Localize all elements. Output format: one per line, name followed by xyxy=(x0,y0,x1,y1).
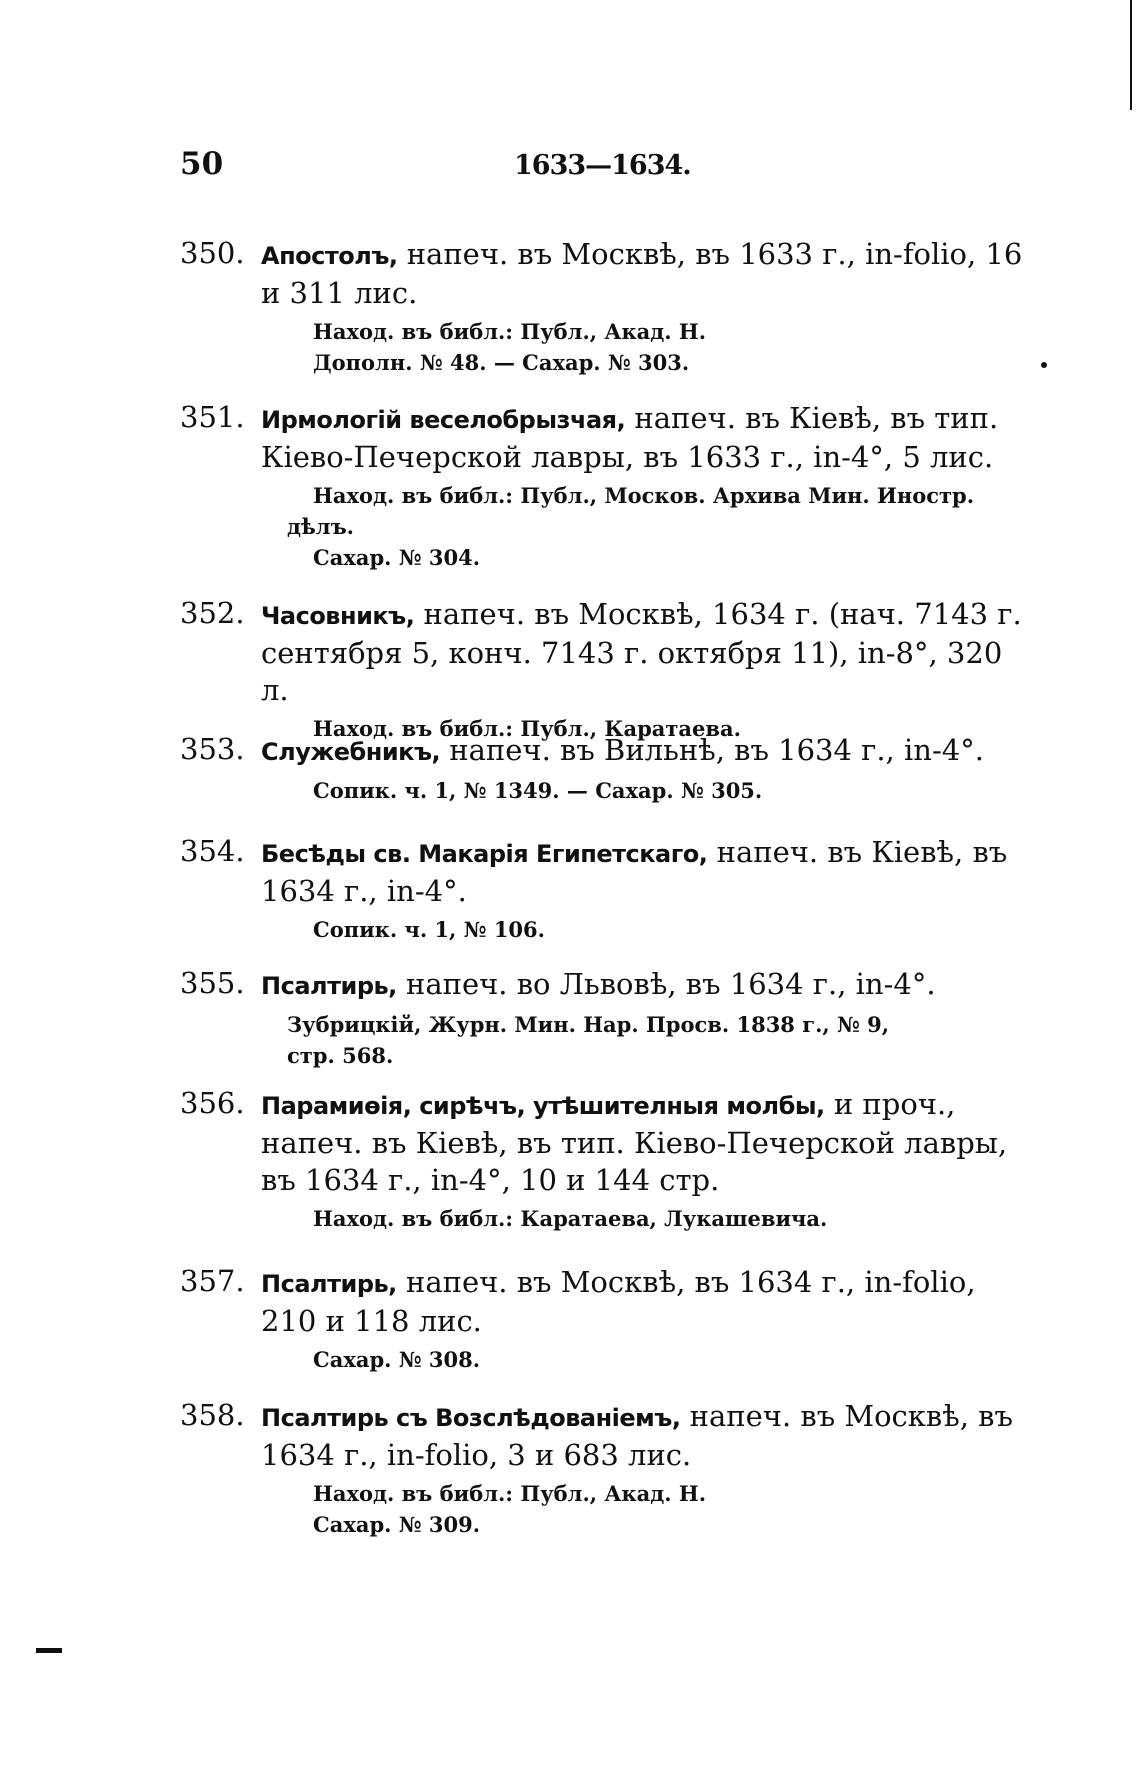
page-number: 50 xyxy=(180,146,224,182)
note-line: дѣлъ. xyxy=(287,514,354,539)
entry-text xyxy=(261,834,1026,945)
ink-speck xyxy=(1041,362,1047,368)
entry-notes xyxy=(261,1478,1026,1540)
note-line: Сахар. № 304. xyxy=(313,545,481,570)
entry-notes xyxy=(261,1203,1026,1234)
entry-number: 350. xyxy=(180,236,245,270)
note-line: Наход. въ библ.: Публ., Москов. Архива Мин. Иностр. xyxy=(313,483,975,508)
running-head xyxy=(180,146,1020,186)
entry-notes xyxy=(261,1009,1026,1071)
entry-notes xyxy=(261,480,1026,573)
entry-notes xyxy=(261,316,1026,378)
entry-title: Псалтирь, xyxy=(261,972,397,1000)
note-line: Наход. въ библ.: Публ., Акад. Н. xyxy=(313,1481,707,1506)
entry-text xyxy=(261,1264,1026,1375)
entry-text xyxy=(261,966,1026,1071)
entry-description: напеч. въ Москвѣ, въ 1634 г., in-folio, 3 и 683 лис. xyxy=(261,1399,1013,1472)
entry-number: 354. xyxy=(180,834,245,868)
entry-description: напеч. въ Москвѣ, въ 1634 г., in-folio, 210 и 118 лис. xyxy=(261,1265,976,1338)
entry-description: напеч. во Львовѣ, въ 1634 г., in-4°. xyxy=(396,967,936,1001)
entry-description: напеч. въ Кіевѣ, въ тип. Кіево-Печерской лавры, въ 1633 г., in-4°, 5 лис. xyxy=(261,401,999,474)
ink-smudge xyxy=(36,1648,62,1653)
entry-title: Бесѣды св. Макарія Египетскаго, xyxy=(261,840,708,868)
entry-notes xyxy=(261,914,1026,945)
note-line: Сопик. ч. 1, № 1349. — Сахар. № 305. xyxy=(313,778,763,803)
entry-number: 351. xyxy=(180,400,245,434)
entry-text xyxy=(261,236,1026,378)
entry-text xyxy=(261,732,1026,806)
note-line: Зубрицкій, Журн. Мин. Нар. Просв. 1838 г., № 9, xyxy=(287,1012,890,1037)
note-line: Дополн. № 48. — Сахар. № 303. xyxy=(313,350,690,375)
entry-number: 356. xyxy=(180,1086,245,1120)
entry-description: напеч. въ Москвѣ, въ 1633 г., in-folio, 16 и 311 лис. xyxy=(261,237,1023,310)
entry-text xyxy=(261,1398,1026,1540)
entry-description: напеч. въ Кіевѣ, въ 1634 г., in-4°. xyxy=(261,835,1008,908)
entry-number: 358. xyxy=(180,1398,245,1432)
entry-description: и проч., напеч. въ Кіевѣ, въ тип. Кіево-Печерской лавры, въ 1634 г., in-4°, 10 и 144 стр. xyxy=(261,1087,1008,1197)
entry-number: 355. xyxy=(180,966,245,1000)
note-line: Наход. въ библ.: Публ., Каратаева. xyxy=(313,716,741,741)
entry-text xyxy=(261,1086,1026,1234)
entry-notes xyxy=(261,775,1026,806)
entry-title: Ирмологій веселобрызчая, xyxy=(261,406,626,434)
note-line: Сахар. № 309. xyxy=(313,1512,481,1537)
entry-title: Псалтирь, xyxy=(261,1270,397,1298)
entry-number: 357. xyxy=(180,1264,245,1298)
entry-text xyxy=(261,400,1026,573)
entry-number: 353. xyxy=(180,732,245,766)
entry-title: Часовникъ, xyxy=(261,602,415,630)
entry-text xyxy=(261,596,1026,744)
note-line: Сахар. № 308. xyxy=(313,1347,481,1372)
entry-title: Парамиѳія, сирѣчъ, утѣшителныя молбы, xyxy=(261,1092,825,1120)
entry-title: Псалтирь съ Возслѣдованіемъ, xyxy=(261,1404,681,1432)
entry-number: 352. xyxy=(180,596,245,630)
header-years: 1633—1634. xyxy=(514,150,691,181)
note-line: Наход. въ библ.: Публ., Акад. Н. xyxy=(313,319,707,344)
note-line: Наход. въ библ.: Каратаева, Лукашевича. xyxy=(313,1206,828,1231)
entry-title: Служебникъ, xyxy=(261,738,441,766)
entry-description: напеч. въ Москвѣ, 1634 г. (нач. 7143 г. сентября 5, конч. 7143 г. октября 11), in-8°, 320 л. xyxy=(261,597,1022,707)
note-line: Сопик. ч. 1, № 106. xyxy=(313,917,545,942)
entry-title: Апостолъ, xyxy=(261,242,398,270)
note-line: стр. 568. xyxy=(287,1043,394,1068)
scan-edge-mark xyxy=(1130,0,1132,110)
entry-description: напеч. въ Вильнѣ, въ 1634 г., in-4°. xyxy=(440,733,984,767)
entry-notes xyxy=(261,1344,1026,1375)
